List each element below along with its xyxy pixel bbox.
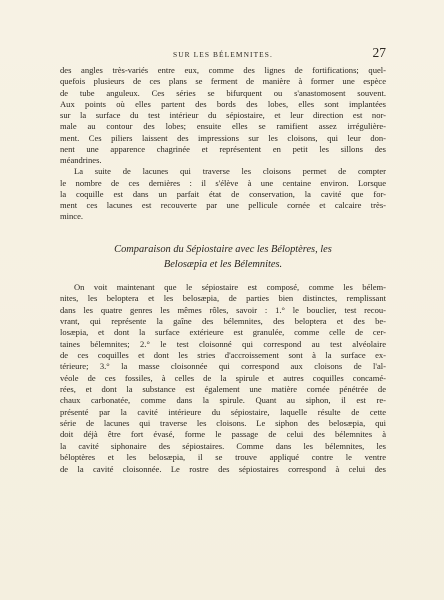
text-line: nites, les beloptera et les belosæpia, de parties bien distinctes, remplissant	[60, 293, 386, 304]
text-line: vrant, qui représente la gaîne des bélemnites, des beloptera et des be-	[60, 316, 386, 327]
text-line: de tube anguleux. Ces séries se bifurquent ou s'anastomosent souvent.	[60, 87, 386, 98]
text-line: sur la surface du test intérieur du sépiostaire, et leur direction est nor-	[60, 110, 386, 120]
text-line: ment. Ces piliers laissent des impressions sur les cloisons, qui leur don-	[60, 132, 386, 143]
text-line: chaux carbonatée, comme dans la spirule. Quant au siphon, il est re-	[60, 395, 386, 406]
section-title-line: Comparaison du Sépiostaire avec les Béloptères, les	[114, 244, 332, 255]
text-line: véole de ces fossiles, à celles de la spirule et autres coquilles concamé-	[60, 372, 386, 383]
paragraph-1	[60, 65, 386, 166]
text-line: La suite de lacunes qui traverse les cloisons permet de compter	[74, 166, 386, 177]
text-line: Aux points où elles partent des bords des lobes, elles sont implantées	[60, 98, 386, 109]
text-line: doit déjà être fort évasé, forme le passage de celui des bélemnites à	[60, 429, 386, 440]
text-line: béloptères et les belosæpia, il se trouve appliqué contre le ventre	[60, 452, 386, 463]
text-line: mince.	[60, 211, 84, 222]
text-line: nent une apparence chagrinée et représentent en petit les sillons des	[60, 143, 386, 154]
text-line: méandrines.	[60, 155, 102, 165]
section-title	[60, 242, 386, 272]
text-line: de ces coquilles et dont les stries d'accroissement sont à la surface ex-	[60, 350, 386, 361]
text-line: losæpia, et dont la surface extérieure est granulée, comme celle de cer-	[60, 327, 386, 338]
text-line: quefois plusieurs de ces plans se ferment de manière à former une espèce	[60, 76, 386, 87]
text-line: On voit maintenant que le sépiostaire est composé, comme les bélem-	[74, 282, 386, 292]
text-line: rées, et dont la substance est également une matière cornée pénétrée de	[60, 384, 386, 395]
text-line: présenté par la cavité intérieure du sépiostaire, laquelle résulte de cette	[60, 406, 386, 417]
text-line: la cavité siphonaire des sépiostaires. Comme dans les bélemnites, les	[60, 440, 386, 451]
text-line: taines bélemnites; 2.° le test cloisonné qui correspond au test alvéolaire	[60, 338, 386, 349]
body-text-top	[60, 65, 386, 223]
text-line: de la cavité cloisonnée. Le rostre des sépiostaires correspond à celui des	[60, 463, 386, 474]
running-head: SUR LES BÉLEMNITES.	[173, 50, 273, 59]
text-line: dans les quatre genres les mêmes rôles, savoir : 1.° le bouclier, test recou-	[60, 304, 386, 315]
text-line: ment ces lacunes est recouverte par une pellicule cornée et calcaire très-	[60, 200, 386, 210]
section-title-line: Belosæpia et les Bélemnites.	[163, 259, 283, 270]
text-line: série de lacunes qui traverse les cloisons. Le siphon des belosæpia, qui	[60, 418, 386, 429]
text-line: la coquille est dans un parfait état de conservation, la cavité que for-	[60, 188, 386, 199]
text-line: térieure; 3.° la masse cloisonnée qui correspond aux cloisons de l'al-	[60, 361, 386, 372]
text-line: male au contour des lobes; ensuite elles se ramifient assez irrégulière-	[60, 121, 386, 132]
text-line: le nombre de ces dernières : il s'élève à une centaine environ. Lorsque	[60, 177, 386, 188]
text-line: des angles très-variés entre eux, comme des lignes de fortifications; quel-	[60, 65, 386, 75]
paragraph-3	[60, 282, 386, 475]
page-number: 27	[372, 45, 386, 60]
paragraph-2	[60, 166, 386, 222]
page-header	[60, 45, 386, 62]
body-text-bottom	[60, 282, 386, 475]
